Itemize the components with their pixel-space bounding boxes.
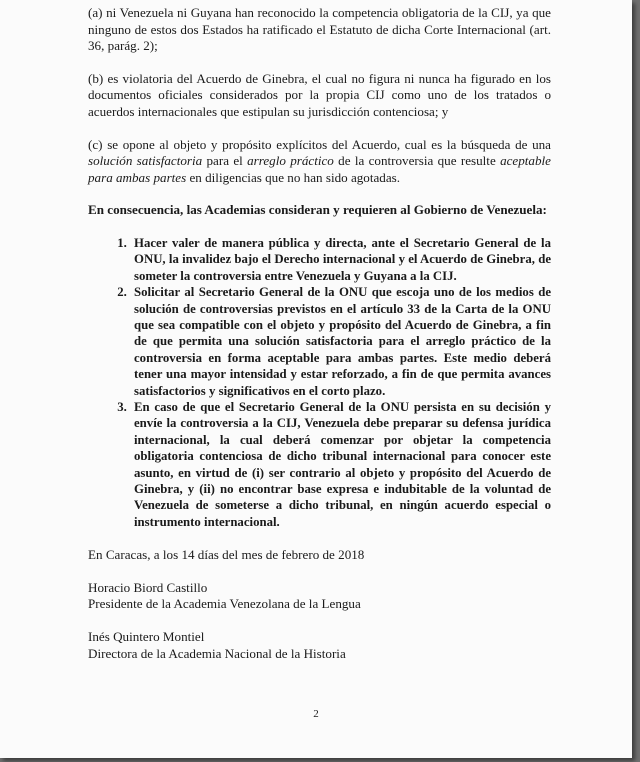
paragraph-c-emphasis-1: solución satisfactoria (88, 153, 203, 169)
signatory-1 (88, 580, 551, 613)
request-item-1: 1. Hacer valer de manera pública y directa, ante el Secretario General de la ONU, la invalidez bajo el Derecho internacional y el Acuerdo de Ginebra, de someter la controversia entre Venezuela y Guyana a la CIJ. (130, 235, 551, 284)
paragraph-a: (a) ni Venezuela ni Guyana han reconocido la competencia obligatoria de la CIJ, ya que ninguno de estos dos Estados ha ratificado el Estatuto de dicha Corte Internacional (art. 36, parág. 2); (88, 5, 551, 54)
signatory-2-name: Inés Quintero Montiel (88, 629, 205, 645)
paragraph-c-text-1: (c) se opone al objeto y propósito explícitos del Acuerdo, cual es la búsqueda de una (88, 136, 551, 152)
paragraph-c (88, 137, 551, 187)
paragraph-c-text-2: para el (202, 153, 248, 169)
paragraph-c-text-4: en diligencias que no han sido agotadas. (186, 169, 401, 185)
signatory-2-title: Directora de la Academia Nacional de la Historia (88, 645, 346, 661)
signatory-1-title: Presidente de la Academia Venezolana de la Lengua (88, 596, 361, 612)
request-item-2: 2. Solicitar al Secretario General de la ONU que escoja uno de los medios de solución de controversias previstos en el artículo 33 de la Carta de la ONU que sea compatible con el objeto y propósito del Acuerdo de Ginebra, a fin de que permita una solución satisfactoria para el arreglo práctico de la controversia en forma aceptable para ambas partes. Este medio deberá tener una mayor intensidad y estar reforzado, a fin de que permita avances satisfactorios y significativos en el corto plazo. (130, 284, 551, 399)
paragraph-b: (b) es violatoria del Acuerdo de Ginebra, el cual no figura ni nunca ha figurado en los documentos oficiales considerados por la propia CIJ como uno de los tratados o acuerdos internacionales que estipulan su jurisdicción contenciosa; y (88, 70, 551, 119)
requests-list (88, 235, 551, 530)
place-date: En Caracas, a los 14 días del mes de febrero de 2018 (88, 547, 365, 563)
consequence-heading: En consecuencia, las Academias consideran y requieren al Gobierno de Venezuela: (88, 202, 547, 218)
paragraph-c-emphasis-2: arreglo práctico (247, 153, 334, 169)
paragraph-c-emphasis-3: aceptable para ambas partes (88, 153, 551, 185)
signatory-2 (88, 629, 551, 662)
document-body (88, 5, 551, 662)
paragraph-c-text-3: de la controversia que resulte (333, 153, 501, 169)
signatory-1-name: Horacio Biord Castillo (88, 579, 208, 595)
request-item-3: 3. En caso de que el Secretario General de la ONU persista en su decisión y envíe la controversia a la CIJ, Venezuela debe preparar su defensa jurídica internacional, la cual deberá comenzar por objetar la competencia obligatoria contenciosa de dicho tribunal internacional para conocer este asunto, en virtud de (i) ser contrario al objeto y propósito del Acuerdo de Ginebra, y (ii) no encontrar base expresa e indubitable de la voluntad de Venezuela de someterse a dicho tribunal, en ningún acuerdo especial o instrumento internacional. (130, 399, 551, 530)
page-number: 2 (313, 708, 319, 720)
